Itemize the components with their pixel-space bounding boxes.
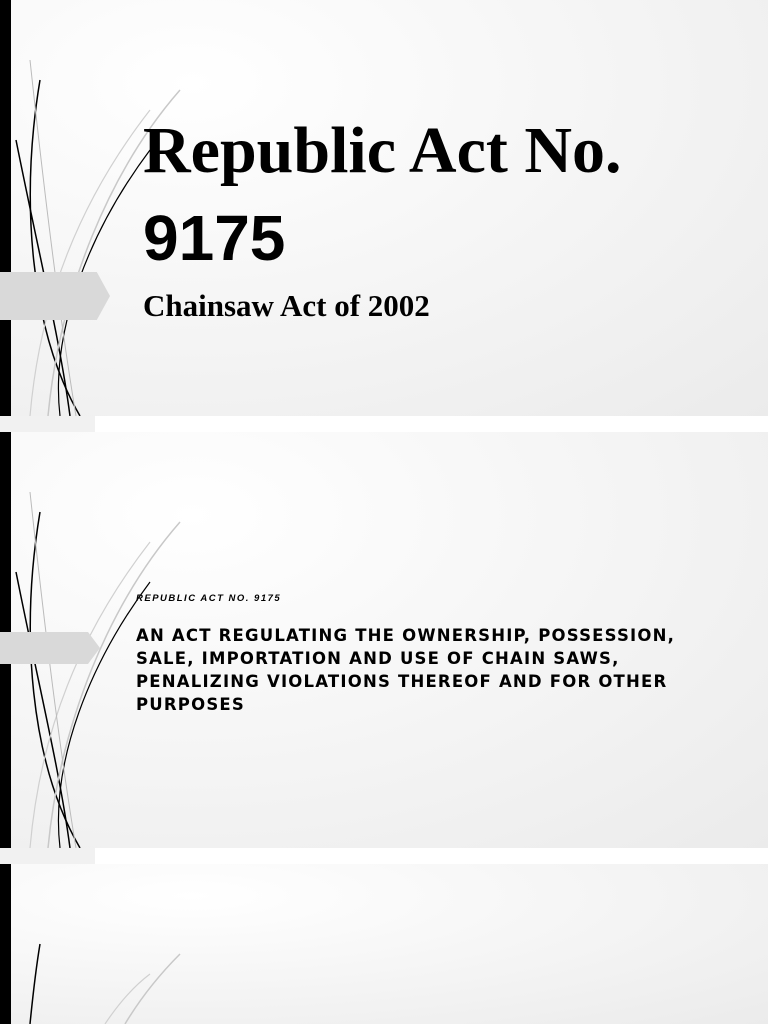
slide-subtitle: Chainsaw Act of 2002 — [143, 288, 430, 323]
slide-body-text: AN ACT REGULATING THE OWNERSHIP, POSSESSION, SALE, IMPORTATION AND USE OF CHAIN SAWS, PENALIZING VIOLATIONS THEREOF AND FOR OTHER PURPOSES — [136, 626, 676, 714]
slide-divider-tab — [0, 416, 95, 432]
slide-divider-tab — [0, 848, 95, 864]
slide-3 — [0, 864, 768, 1024]
slide-1 — [0, 0, 768, 416]
arrow-tab-shape — [0, 632, 100, 664]
slide-title-line-1: Republic Act No. — [143, 114, 622, 187]
slide-small-label: REPUBLIC ACT NO. 9175 — [136, 593, 282, 604]
arrow-tab-shape — [0, 272, 110, 320]
decorative-curves-icon — [0, 864, 200, 1024]
slide-2 — [0, 432, 768, 848]
slide-title-line-2: 9175 — [143, 202, 286, 274]
